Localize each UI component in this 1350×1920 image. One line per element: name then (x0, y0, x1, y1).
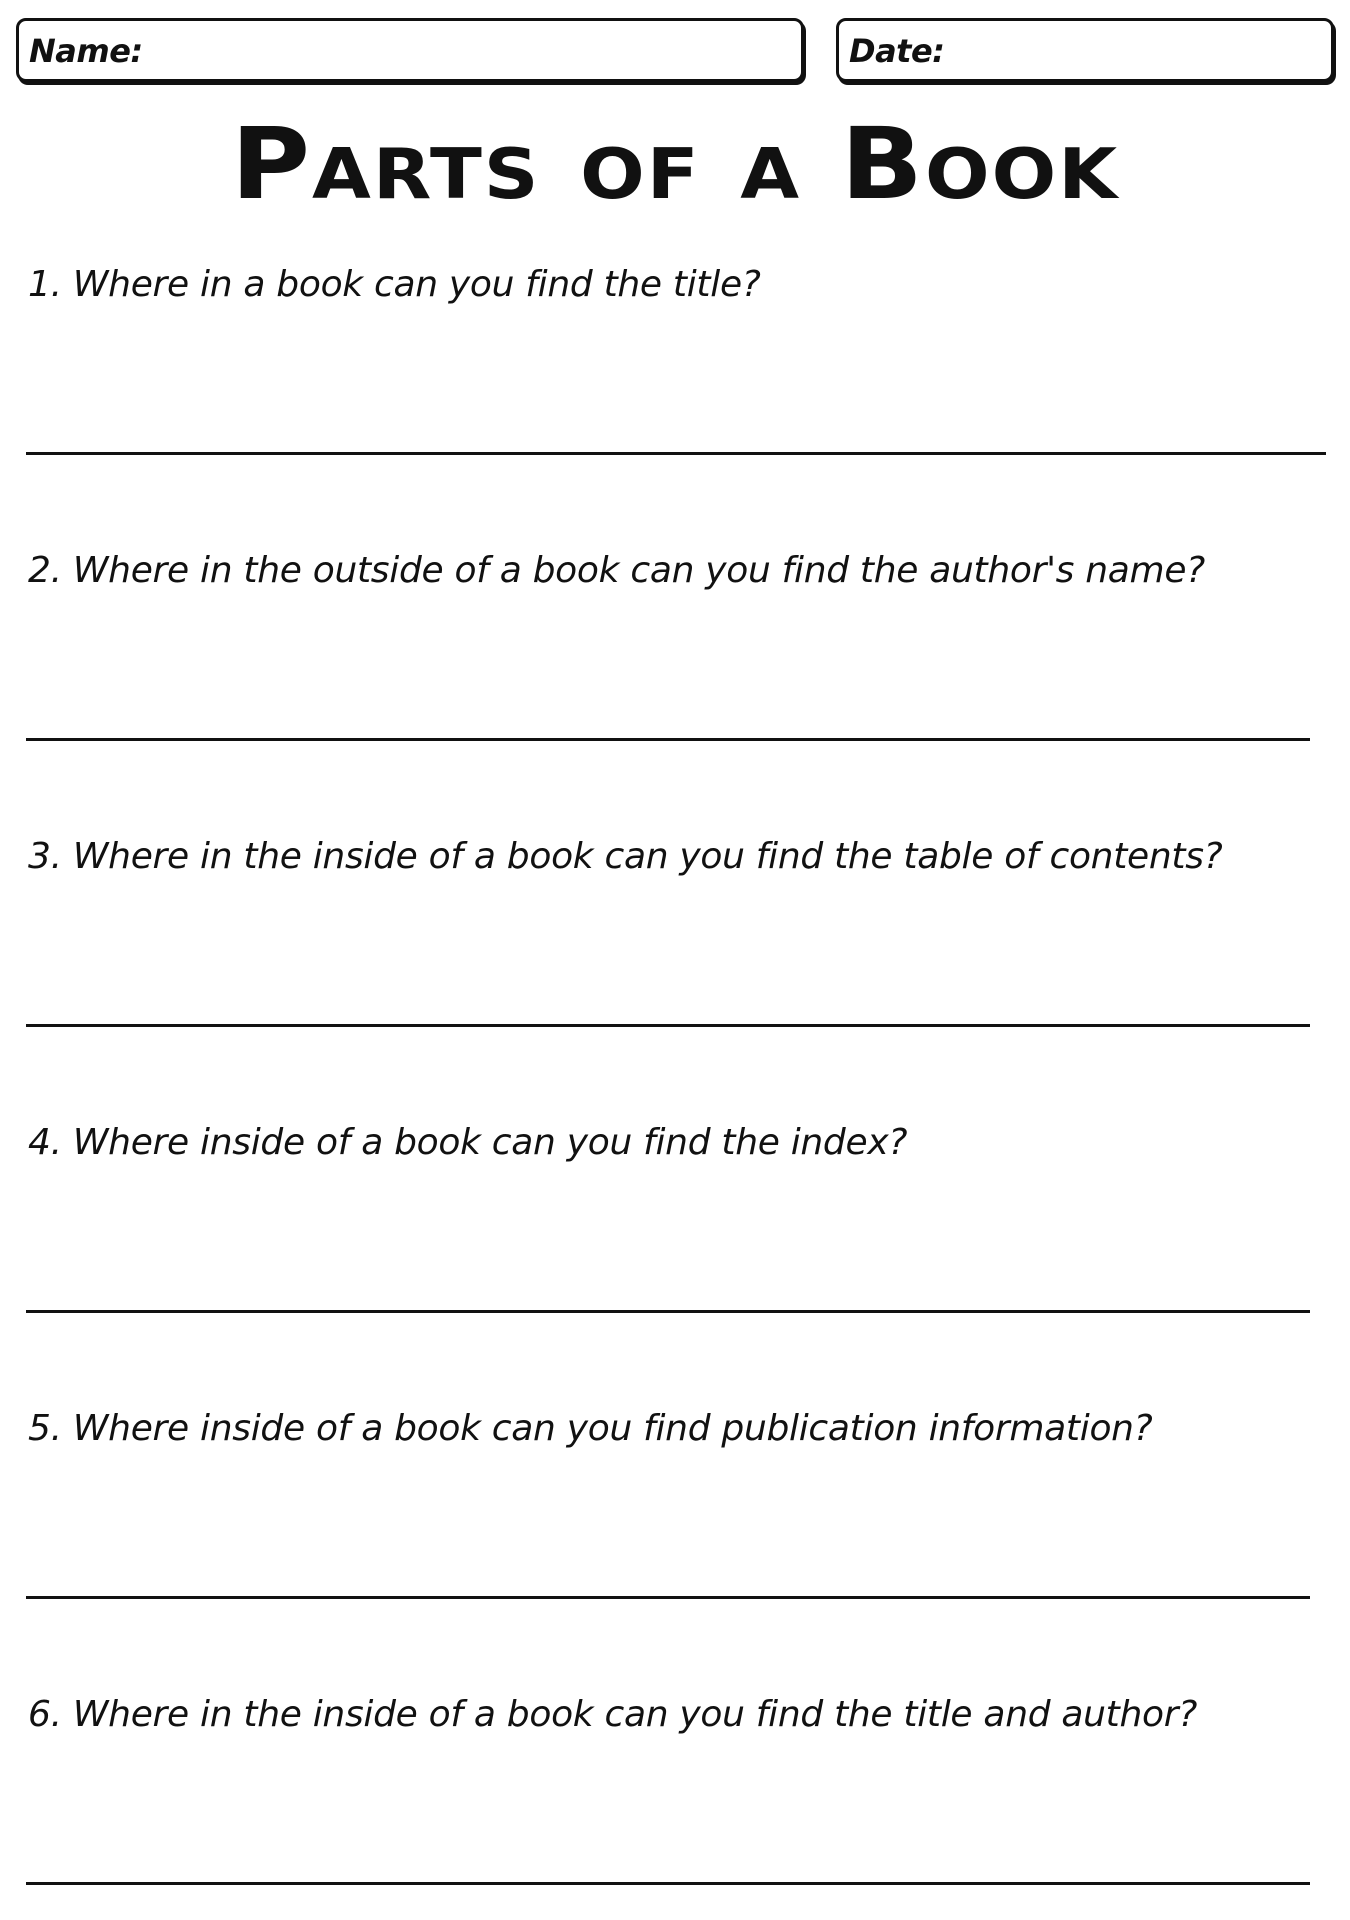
answer-line-5[interactable] (26, 1596, 1310, 1599)
name-field[interactable] (16, 18, 804, 82)
date-field[interactable] (836, 18, 1334, 82)
question-6: 6. Where in the inside of a book can you find the title and author? (28, 1694, 1198, 1735)
answer-line-6[interactable] (26, 1882, 1310, 1885)
answer-line-3[interactable] (26, 1024, 1310, 1027)
worksheet-title: Parts of a Book (230, 107, 1120, 223)
question-3: 3. Where in the inside of a book can you find the table of contents? (28, 836, 1223, 877)
question-5: 5. Where inside of a book can you find publication information? (28, 1408, 1153, 1449)
answer-line-2[interactable] (26, 738, 1310, 741)
date-label: Date: (849, 32, 945, 70)
question-1: 1. Where in a book can you find the title? (28, 264, 761, 305)
answer-line-4[interactable] (26, 1310, 1310, 1313)
question-4: 4. Where inside of a book can you find the index? (28, 1122, 908, 1163)
name-label: Name: (29, 32, 143, 70)
question-2: 2. Where in the outside of a book can you find the author's name? (28, 550, 1205, 591)
answer-line-1[interactable] (26, 452, 1326, 455)
